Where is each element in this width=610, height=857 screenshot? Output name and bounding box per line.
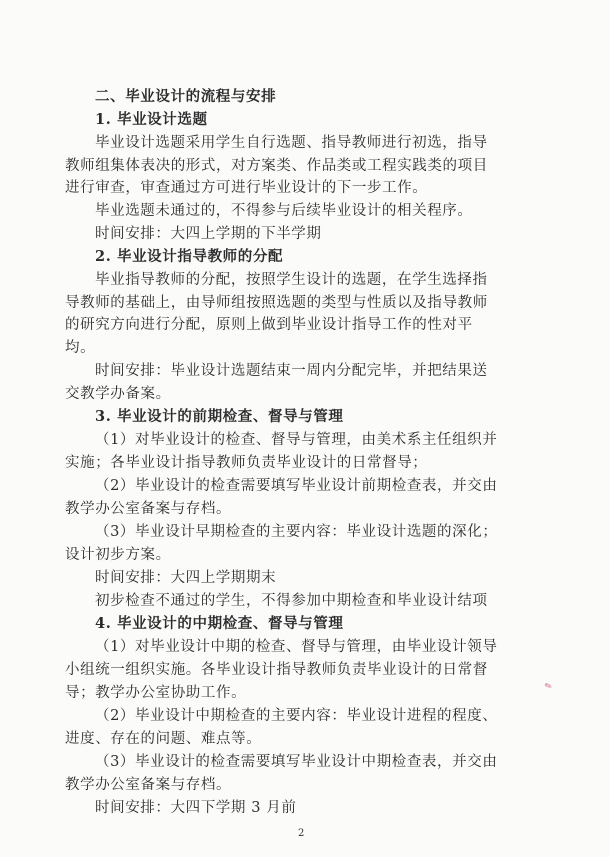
page-number: 2 (298, 828, 305, 839)
text-line: 教学办公室备案与存档。 (65, 501, 232, 517)
text-line: （2）毕业设计中期检查的主要内容：毕业设计进程的程度、 (95, 708, 498, 724)
subsection-heading-2: 2. 毕业设计指导教师的分配 (95, 248, 284, 265)
text-line: 进行审查，审查通过方可进行毕业设计的下一步工作。 (65, 180, 428, 196)
text-line: 初步检查不通过的学生，不得参加中期检查和毕业设计结项 (95, 593, 488, 609)
schedule-line: 时间安排：大四上学期期末 (95, 570, 277, 586)
text-line: 毕业指导教师的分配，按照学生设计的选题，在学生选择指 (95, 272, 488, 288)
schedule-line: 时间安排：大四下学期 3 月前 (95, 800, 297, 816)
text-line: 教学办公室备案与存档。 (65, 777, 232, 793)
text-line: 毕业设计选题采用学生自行选题、指导教师进行初选，指导 (95, 135, 488, 151)
text-line: 进度、存在的问题、难点等。 (65, 731, 262, 747)
schedule-line: 时间安排：大四上学期的下半学期 (95, 226, 322, 242)
schedule-line: 时间安排：毕业设计选题结束一周内分配完毕，并把结果送 (95, 363, 488, 379)
subsection-heading-1: 1. 毕业设计选题 (95, 111, 208, 128)
text-line: 实施；各毕业设计指导教师负责毕业设计的日常督导； (65, 455, 428, 471)
text-line: 教师组集体表决的形式，对方案类、作品类或工程实践类的项目 (65, 158, 488, 174)
text-line: （3）毕业设计早期检查的主要内容：毕业设计选题的深化； (95, 524, 498, 540)
text-line: （1）对毕业设计的检查、督导与管理，由美术系主任组织并 (95, 432, 498, 448)
text-line: 小组统一组织实施。各毕业设计指导教师负责毕业设计的日常督 (65, 662, 488, 678)
text-line: 毕业选题未通过的，不得参与后续毕业设计的相关程序。 (95, 203, 473, 219)
text-line: （3）毕业设计的检查需要填写毕业设计中期检查表，并交由 (95, 754, 498, 770)
text-line: 交教学办备案。 (65, 386, 171, 402)
text-line: （1）对毕业设计中期的检查、督导与管理，由毕业设计领导 (95, 639, 498, 655)
text-line: 导；教学办公室协助工作。 (65, 685, 247, 701)
section-heading: 二、毕业设计的流程与安排 (95, 88, 277, 105)
text-line: 均。 (65, 340, 96, 356)
text-line: 的研究方向进行分配，原则上做到毕业设计指导工作的性对平 (65, 317, 473, 333)
subsection-heading-4: 4. 毕业设计的中期检查、督导与管理 (95, 615, 344, 632)
text-line: 设计初步方案。 (65, 547, 171, 563)
ink-mark: ✎ (543, 681, 555, 693)
subsection-heading-3: 3. 毕业设计的前期检查、督导与管理 (95, 408, 344, 425)
text-line: 导教师的基础上，由导师组按照选题的类型与性质以及指导教师 (65, 295, 488, 311)
text-line: （2）毕业设计的检查需要填写毕业设计前期检查表，并交由 (95, 478, 498, 494)
